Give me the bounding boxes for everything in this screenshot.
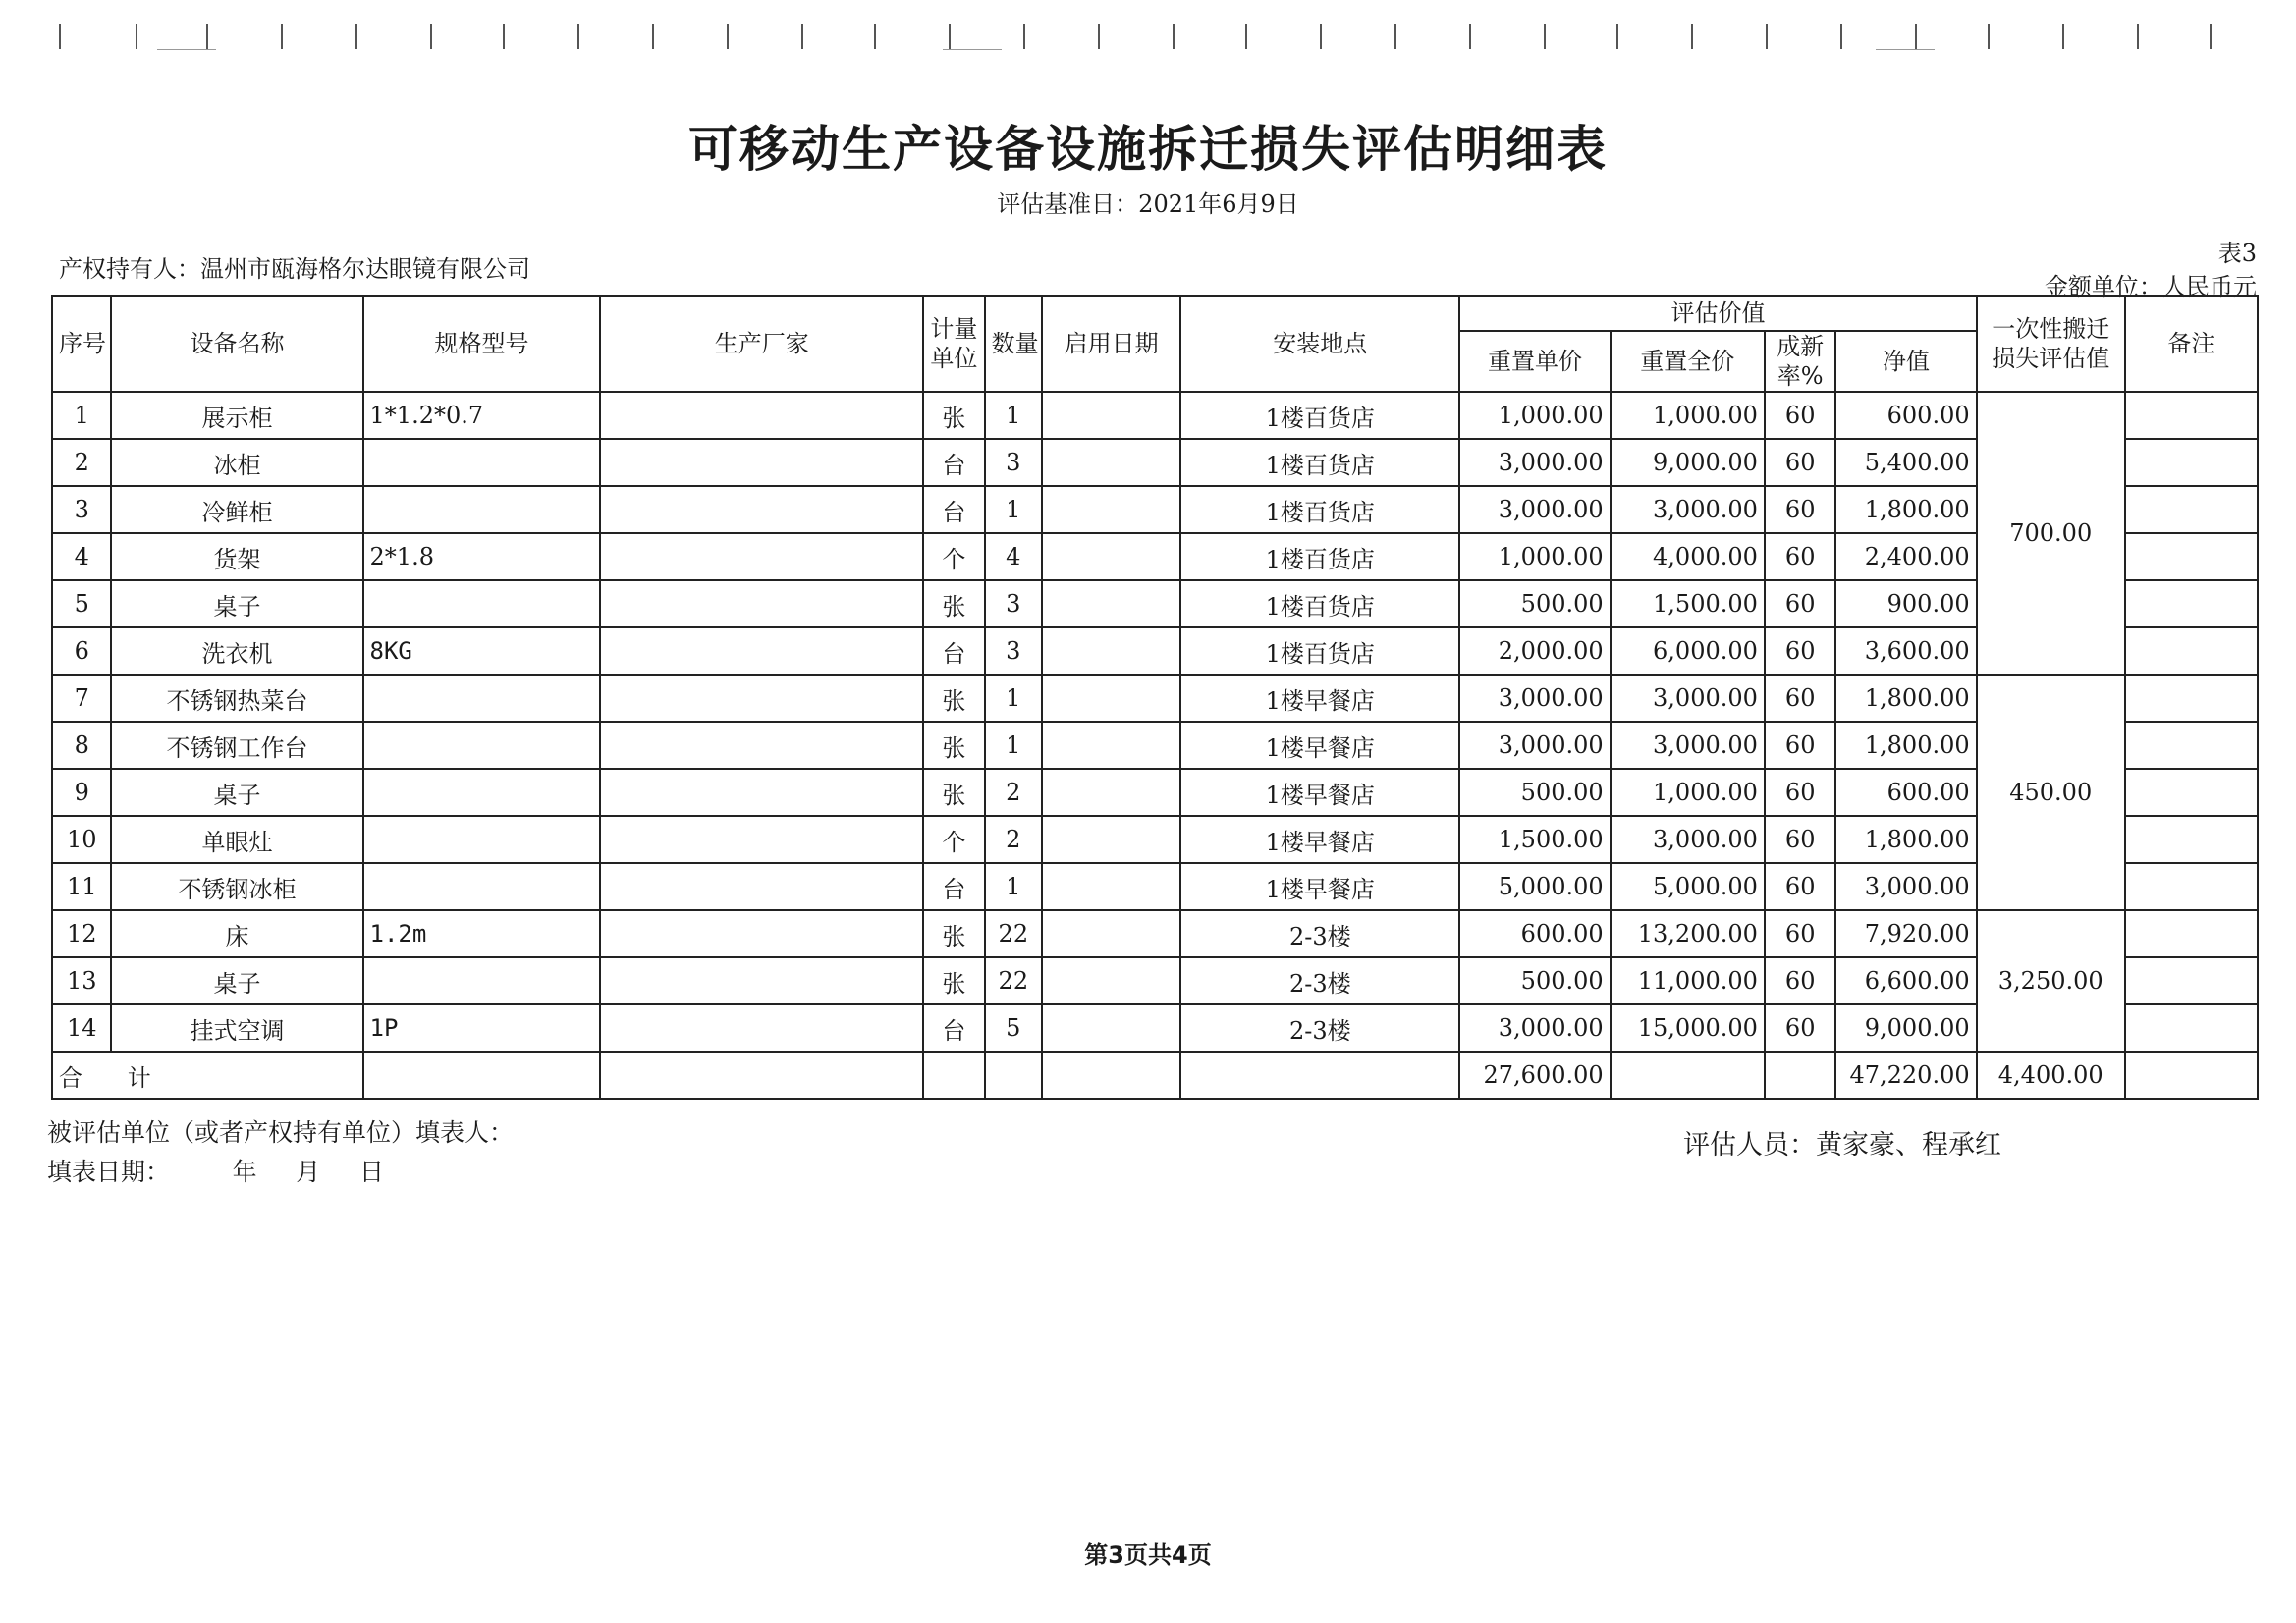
cell-seq: 8	[52, 722, 111, 769]
cell-remark	[2125, 722, 2258, 769]
assessment-table	[51, 295, 2259, 1100]
cell-location: 1楼早餐店	[1180, 816, 1459, 863]
cell-seq: 11	[52, 863, 111, 910]
cell-remark	[2125, 675, 2258, 722]
cell-net: 2,400.00	[1835, 533, 1976, 580]
cell-maker	[600, 486, 923, 533]
cell-net: 600.00	[1835, 392, 1976, 439]
header-location: 安装地点	[1180, 296, 1459, 392]
cell-name: 不锈钢热菜台	[111, 675, 362, 722]
cell-rep-unit: 500.00	[1459, 957, 1610, 1004]
cell-start-date	[1042, 1004, 1180, 1052]
cell-rate: 60	[1765, 439, 1836, 486]
header-qty: 数量	[985, 296, 1042, 392]
cell-rep-total: 1,000.00	[1611, 769, 1765, 816]
cell-name: 冰柜	[111, 439, 362, 486]
table-row	[52, 627, 2258, 675]
cell-net: 9,000.00	[1835, 1004, 1976, 1052]
cell-spec	[363, 863, 601, 910]
cell-location: 1楼早餐店	[1180, 863, 1459, 910]
header-remark: 备注	[2125, 296, 2258, 392]
table-row	[52, 675, 2258, 722]
cell-maker	[600, 957, 923, 1004]
header-start-date: 启用日期	[1042, 296, 1180, 392]
cell-rep-total: 15,000.00	[1611, 1004, 1765, 1052]
cell-net: 900.00	[1835, 580, 1976, 627]
filler-label: 被评估单位（或者产权持有单位）填表人：	[47, 1118, 515, 1147]
cell-location: 1楼百货店	[1180, 486, 1459, 533]
cell-rep-unit: 3,000.00	[1459, 1004, 1610, 1052]
total-rep-total	[1611, 1052, 1765, 1099]
table-row	[52, 392, 2258, 439]
cell-remark	[2125, 1004, 2258, 1052]
cell-qty: 3	[985, 439, 1042, 486]
cell-rep-unit: 5,000.00	[1459, 863, 1610, 910]
cell-name: 桌子	[111, 957, 362, 1004]
cell-qty: 1	[985, 392, 1042, 439]
cell-rate: 60	[1765, 392, 1836, 439]
cell-location: 1楼百货店	[1180, 533, 1459, 580]
cell-move-loss: 3,250.00	[1977, 910, 2125, 1052]
table-row	[52, 580, 2258, 627]
cell-rate: 60	[1765, 1004, 1836, 1052]
fill-date-label: 填表日期： 年 月 日	[47, 1158, 385, 1186]
table-number: 表3	[2217, 240, 2257, 267]
cell-net: 600.00	[1835, 769, 1976, 816]
header-move-loss: 一次性搬迁损失评估值	[1977, 296, 2125, 392]
cell-remark	[2125, 627, 2258, 675]
cell-start-date	[1042, 816, 1180, 863]
table-row	[52, 1004, 2258, 1052]
cell-rep-total: 3,000.00	[1611, 816, 1765, 863]
cell-rate: 60	[1765, 533, 1836, 580]
cell-start-date	[1042, 769, 1180, 816]
cell-seq: 6	[52, 627, 111, 675]
cell-remark	[2125, 769, 2258, 816]
cell-qty: 1	[985, 675, 1042, 722]
cell-rep-unit: 2,000.00	[1459, 627, 1610, 675]
cell-start-date	[1042, 910, 1180, 957]
punch-rule	[59, 24, 2219, 53]
total-move-loss: 4,400.00	[1977, 1052, 2125, 1099]
cell-rate: 60	[1765, 816, 1836, 863]
header-seq: 序号	[52, 296, 111, 392]
cell-seq: 9	[52, 769, 111, 816]
cell-net: 3,600.00	[1835, 627, 1976, 675]
cell-net: 1,800.00	[1835, 722, 1976, 769]
cell-remark	[2125, 392, 2258, 439]
cell-net: 3,000.00	[1835, 863, 1976, 910]
cell-maker	[600, 533, 923, 580]
cell-spec: 1*1.2*0.7	[363, 392, 601, 439]
cell-qty: 1	[985, 722, 1042, 769]
cell-start-date	[1042, 957, 1180, 1004]
cell-spec: 1P	[363, 1004, 601, 1052]
cell-name: 洗衣机	[111, 627, 362, 675]
cell-rep-total: 11,000.00	[1611, 957, 1765, 1004]
cell-seq: 12	[52, 910, 111, 957]
cell-rep-total: 9,000.00	[1611, 439, 1765, 486]
cell-qty: 5	[985, 1004, 1042, 1052]
cell-name: 单眼灶	[111, 816, 362, 863]
cell-spec: 1.2m	[363, 910, 601, 957]
cell-seq: 7	[52, 675, 111, 722]
cell-seq: 4	[52, 533, 111, 580]
cell-rep-total: 1,000.00	[1611, 392, 1765, 439]
cell-spec	[363, 675, 601, 722]
cell-rep-total: 5,000.00	[1611, 863, 1765, 910]
cell-name: 不锈钢工作台	[111, 722, 362, 769]
cell-qty: 1	[985, 863, 1042, 910]
table-row	[52, 769, 2258, 816]
cell-qty: 1	[985, 486, 1042, 533]
cell-net: 5,400.00	[1835, 439, 1976, 486]
cell-rate: 60	[1765, 486, 1836, 533]
cell-maker	[600, 910, 923, 957]
cell-spec	[363, 439, 601, 486]
cell-net: 7,920.00	[1835, 910, 1976, 957]
total-maker	[600, 1052, 923, 1099]
cell-maker	[600, 816, 923, 863]
cell-start-date	[1042, 627, 1180, 675]
cell-qty: 2	[985, 769, 1042, 816]
cell-location: 1楼百货店	[1180, 439, 1459, 486]
header-value-group: 评估价值	[1459, 296, 1976, 331]
cell-unit: 台	[923, 486, 985, 533]
cell-remark	[2125, 580, 2258, 627]
cell-maker	[600, 439, 923, 486]
cell-maker	[600, 722, 923, 769]
header-spec: 规格型号	[363, 296, 601, 392]
cell-unit: 个	[923, 816, 985, 863]
cell-spec: 8KG	[363, 627, 601, 675]
cell-start-date	[1042, 863, 1180, 910]
header-new-rate: 成新率%	[1765, 331, 1836, 392]
cell-seq: 2	[52, 439, 111, 486]
cell-location: 1楼百货店	[1180, 627, 1459, 675]
cell-maker	[600, 769, 923, 816]
cell-rep-unit: 3,000.00	[1459, 439, 1610, 486]
total-label: 合 计	[52, 1052, 363, 1099]
cell-unit: 张	[923, 580, 985, 627]
cell-location: 1楼早餐店	[1180, 675, 1459, 722]
cell-rep-unit: 1,000.00	[1459, 533, 1610, 580]
header-rep-total: 重置全价	[1611, 331, 1765, 392]
cell-unit: 台	[923, 627, 985, 675]
currency-unit: 金额单位：人民币元	[2045, 273, 2257, 300]
cell-seq: 14	[52, 1004, 111, 1052]
cell-name: 桌子	[111, 580, 362, 627]
document-title: 可移动生产设备设施拆迁损失评估明细表	[688, 121, 1608, 178]
cell-rate: 60	[1765, 769, 1836, 816]
cell-location: 1楼早餐店	[1180, 769, 1459, 816]
header-name: 设备名称	[111, 296, 362, 392]
cell-unit: 张	[923, 957, 985, 1004]
total-spec	[363, 1052, 601, 1099]
cell-remark	[2125, 863, 2258, 910]
page-number: 第3页共4页	[1084, 1542, 1212, 1569]
cell-start-date	[1042, 580, 1180, 627]
total-rep-unit: 27,600.00	[1459, 1052, 1610, 1099]
header-unit: 计量单位	[923, 296, 985, 392]
table-row	[52, 533, 2258, 580]
cell-remark	[2125, 533, 2258, 580]
cell-qty: 22	[985, 910, 1042, 957]
cell-remark	[2125, 910, 2258, 957]
cell-seq: 1	[52, 392, 111, 439]
cell-rate: 60	[1765, 863, 1836, 910]
cell-start-date	[1042, 392, 1180, 439]
cell-rate: 60	[1765, 580, 1836, 627]
cell-qty: 22	[985, 957, 1042, 1004]
cell-rep-total: 6,000.00	[1611, 627, 1765, 675]
cell-qty: 3	[985, 580, 1042, 627]
cell-rate: 60	[1765, 722, 1836, 769]
cell-rep-total: 3,000.00	[1611, 722, 1765, 769]
total-net: 47,220.00	[1835, 1052, 1976, 1099]
cell-unit: 张	[923, 722, 985, 769]
cell-name: 床	[111, 910, 362, 957]
cell-seq: 3	[52, 486, 111, 533]
cell-rep-unit: 1,500.00	[1459, 816, 1610, 863]
table-row	[52, 910, 2258, 957]
cell-start-date	[1042, 675, 1180, 722]
cell-maker	[600, 1004, 923, 1052]
cell-seq: 13	[52, 957, 111, 1004]
cell-rate: 60	[1765, 627, 1836, 675]
table-row	[52, 439, 2258, 486]
cell-net: 1,800.00	[1835, 486, 1976, 533]
cell-seq: 10	[52, 816, 111, 863]
cell-location: 1楼百货店	[1180, 392, 1459, 439]
cell-spec	[363, 486, 601, 533]
cell-net: 1,800.00	[1835, 816, 1976, 863]
cell-location: 2-3楼	[1180, 910, 1459, 957]
cell-name: 不锈钢冰柜	[111, 863, 362, 910]
cell-qty: 4	[985, 533, 1042, 580]
cell-maker	[600, 580, 923, 627]
base-date: 评估基准日：2021年6月9日	[997, 190, 1299, 218]
header-net: 净值	[1835, 331, 1976, 392]
cell-spec: 2*1.8	[363, 533, 601, 580]
total-unit	[923, 1052, 985, 1099]
cell-remark	[2125, 957, 2258, 1004]
cell-name: 桌子	[111, 769, 362, 816]
cell-name: 挂式空调	[111, 1004, 362, 1052]
cell-net: 1,800.00	[1835, 675, 1976, 722]
cell-unit: 张	[923, 910, 985, 957]
cell-maker	[600, 863, 923, 910]
cell-location: 1楼百货店	[1180, 580, 1459, 627]
total-qty	[985, 1052, 1042, 1099]
cell-qty: 3	[985, 627, 1042, 675]
cell-rep-unit: 3,000.00	[1459, 722, 1610, 769]
cell-rep-unit: 3,000.00	[1459, 486, 1610, 533]
cell-start-date	[1042, 486, 1180, 533]
table-row	[52, 957, 2258, 1004]
cell-unit: 台	[923, 863, 985, 910]
cell-unit: 台	[923, 439, 985, 486]
cell-seq: 5	[52, 580, 111, 627]
cell-rep-unit: 3,000.00	[1459, 675, 1610, 722]
cell-remark	[2125, 816, 2258, 863]
cell-unit: 个	[923, 533, 985, 580]
cell-rate: 60	[1765, 957, 1836, 1004]
cell-start-date	[1042, 722, 1180, 769]
total-rate	[1765, 1052, 1836, 1099]
cell-rate: 60	[1765, 675, 1836, 722]
cell-rep-unit: 500.00	[1459, 580, 1610, 627]
table-row	[52, 816, 2258, 863]
cell-rep-unit: 500.00	[1459, 769, 1610, 816]
cell-name: 货架	[111, 533, 362, 580]
cell-move-loss: 450.00	[1977, 675, 2125, 910]
table-row	[52, 722, 2258, 769]
table-row	[52, 863, 2258, 910]
cell-rate: 60	[1765, 910, 1836, 957]
total-row	[52, 1052, 2258, 1099]
table-row	[52, 486, 2258, 533]
cell-spec	[363, 722, 601, 769]
cell-start-date	[1042, 533, 1180, 580]
cell-unit: 张	[923, 675, 985, 722]
cell-location: 1楼早餐店	[1180, 722, 1459, 769]
cell-rep-total: 1,500.00	[1611, 580, 1765, 627]
cell-spec	[363, 580, 601, 627]
cell-unit: 张	[923, 769, 985, 816]
cell-rep-total: 3,000.00	[1611, 675, 1765, 722]
cell-net: 6,600.00	[1835, 957, 1976, 1004]
total-location	[1180, 1052, 1459, 1099]
cell-rep-unit: 1,000.00	[1459, 392, 1610, 439]
cell-name: 冷鲜柜	[111, 486, 362, 533]
cell-spec	[363, 816, 601, 863]
cell-rep-total: 13,200.00	[1611, 910, 1765, 957]
total-start-date	[1042, 1052, 1180, 1099]
header-rep-unit: 重置单价	[1459, 331, 1610, 392]
cell-maker	[600, 675, 923, 722]
cell-rep-total: 3,000.00	[1611, 486, 1765, 533]
cell-remark	[2125, 439, 2258, 486]
assessors: 评估人员：黄家豪、程承红	[1683, 1130, 2001, 1161]
cell-start-date	[1042, 439, 1180, 486]
cell-maker	[600, 392, 923, 439]
cell-rep-total: 4,000.00	[1611, 533, 1765, 580]
cell-spec	[363, 769, 601, 816]
cell-unit: 台	[923, 1004, 985, 1052]
cell-location: 2-3楼	[1180, 1004, 1459, 1052]
cell-name: 展示柜	[111, 392, 362, 439]
header-maker: 生产厂家	[600, 296, 923, 392]
property-owner: 产权持有人：温州市瓯海格尔达眼镜有限公司	[59, 255, 530, 283]
cell-spec	[363, 957, 601, 1004]
cell-rep-unit: 600.00	[1459, 910, 1610, 957]
total-remark	[2125, 1052, 2258, 1099]
cell-unit: 张	[923, 392, 985, 439]
cell-qty: 2	[985, 816, 1042, 863]
cell-maker	[600, 627, 923, 675]
cell-location: 2-3楼	[1180, 957, 1459, 1004]
cell-move-loss: 700.00	[1977, 392, 2125, 675]
cell-remark	[2125, 486, 2258, 533]
